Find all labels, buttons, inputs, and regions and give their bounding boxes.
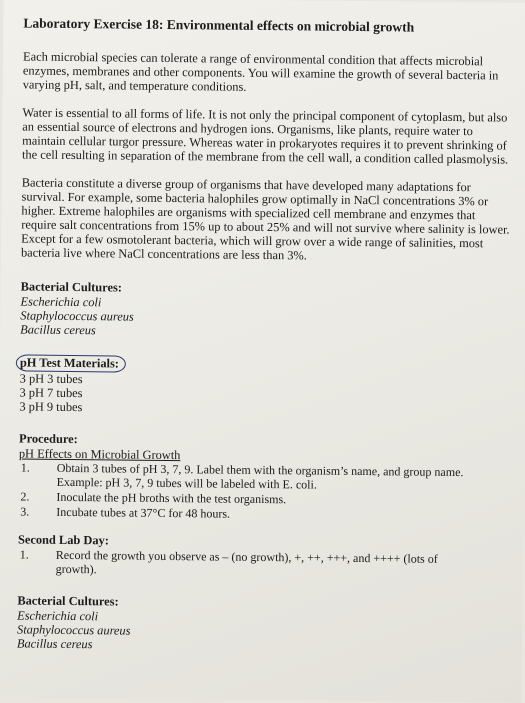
halophiles-paragraph: Bacteria constitute a diverse group of organisms that have developed many adaptations for survival. For example, some bacteria halophiles grow optimally in NaCl concentrations 3% or higher. Extreme halophiles are organisms with specialized cell membrane and enzymes that require salt concentrations from 15% up to about 25% and will not survive where salinity is lower. Except for a few osmotolerant bacteria, which will grow over a wide range of salinities, most bacteria live where NaCl concentrations are less than 3%. bbox=[20, 175, 510, 263]
bacterial-cultures-list bbox=[20, 294, 509, 341]
intro-paragraph: Each microbial species can tolerate a range of environmental condition that affects microbial enzymes, membranes and other components. You will examine the growth of several bacteria in varying pH, salt, and temperature conditions. bbox=[22, 49, 499, 94]
list-item: 2. Inoculate the pH broths with the test organisms. bbox=[20, 489, 287, 507]
procedure-section bbox=[18, 431, 508, 523]
list-item: Escherichia coli bbox=[17, 608, 99, 624]
bacterial-cultures-heading-2: Bacterial Cultures: bbox=[17, 593, 119, 609]
procedure-subheading: pH Effects on Microbial Growth bbox=[18, 446, 181, 463]
list-item: 3. Incubate tubes at 37°C for 48 hours. bbox=[20, 504, 231, 521]
document-title: Laboratory Exercise 18: Environmental effects on microbial growth bbox=[23, 15, 415, 35]
list-item: 3 pH 7 tubes bbox=[19, 385, 83, 401]
bacterial-cultures-list-2 bbox=[17, 608, 506, 655]
list-item: Bacillus cereus bbox=[20, 322, 96, 338]
second-lab-day-section bbox=[18, 532, 507, 580]
list-item: 1. Obtain 3 tubes of pH 3, 7, 9. Label them with the organism’s name, and group name. Example: pH 3, 7, 9 tubes will be labeled with E. coli. bbox=[20, 460, 464, 492]
list-item: Staphylococcus aureus bbox=[16, 622, 131, 638]
list-item: 3 pH 3 tubes bbox=[19, 371, 83, 387]
second-lab-day-steps bbox=[18, 547, 507, 580]
ph-materials-heading: pH Test Materials: bbox=[16, 354, 126, 372]
bacterial-cultures-section bbox=[20, 279, 510, 341]
list-item: 3 pH 9 tubes bbox=[19, 399, 83, 415]
bacterial-cultures-heading: Bacterial Cultures: bbox=[20, 279, 123, 295]
list-item: Bacillus cereus bbox=[16, 636, 93, 652]
list-item: 1. Record the growth you observe as – (no growth), +, ++, +++, and ++++ (lots of growth). bbox=[19, 547, 438, 577]
ph-materials-list bbox=[19, 371, 508, 418]
water-paragraph: Water is essential to all forms of life. It is not only the principal component of cytoplasm, but also an essential source of electrons and hydrogen ions. Organisms, like plants, require water to maintain cellular turgor pressure. Whereas water in prokaryotes requires it to prevent shrinking of the cell resulting in separation of the membrane from the cell wall, a condition called plasmolysis. bbox=[21, 105, 509, 167]
procedure-steps bbox=[18, 460, 508, 523]
list-item: Escherichia coli bbox=[20, 294, 102, 310]
procedure-heading: Procedure: bbox=[18, 431, 78, 447]
list-item: Staphylococcus aureus bbox=[20, 308, 134, 324]
second-lab-day-heading: Second Lab Day: bbox=[17, 532, 109, 548]
ph-materials-section bbox=[19, 354, 509, 418]
bacterial-cultures-section-2 bbox=[17, 593, 507, 655]
